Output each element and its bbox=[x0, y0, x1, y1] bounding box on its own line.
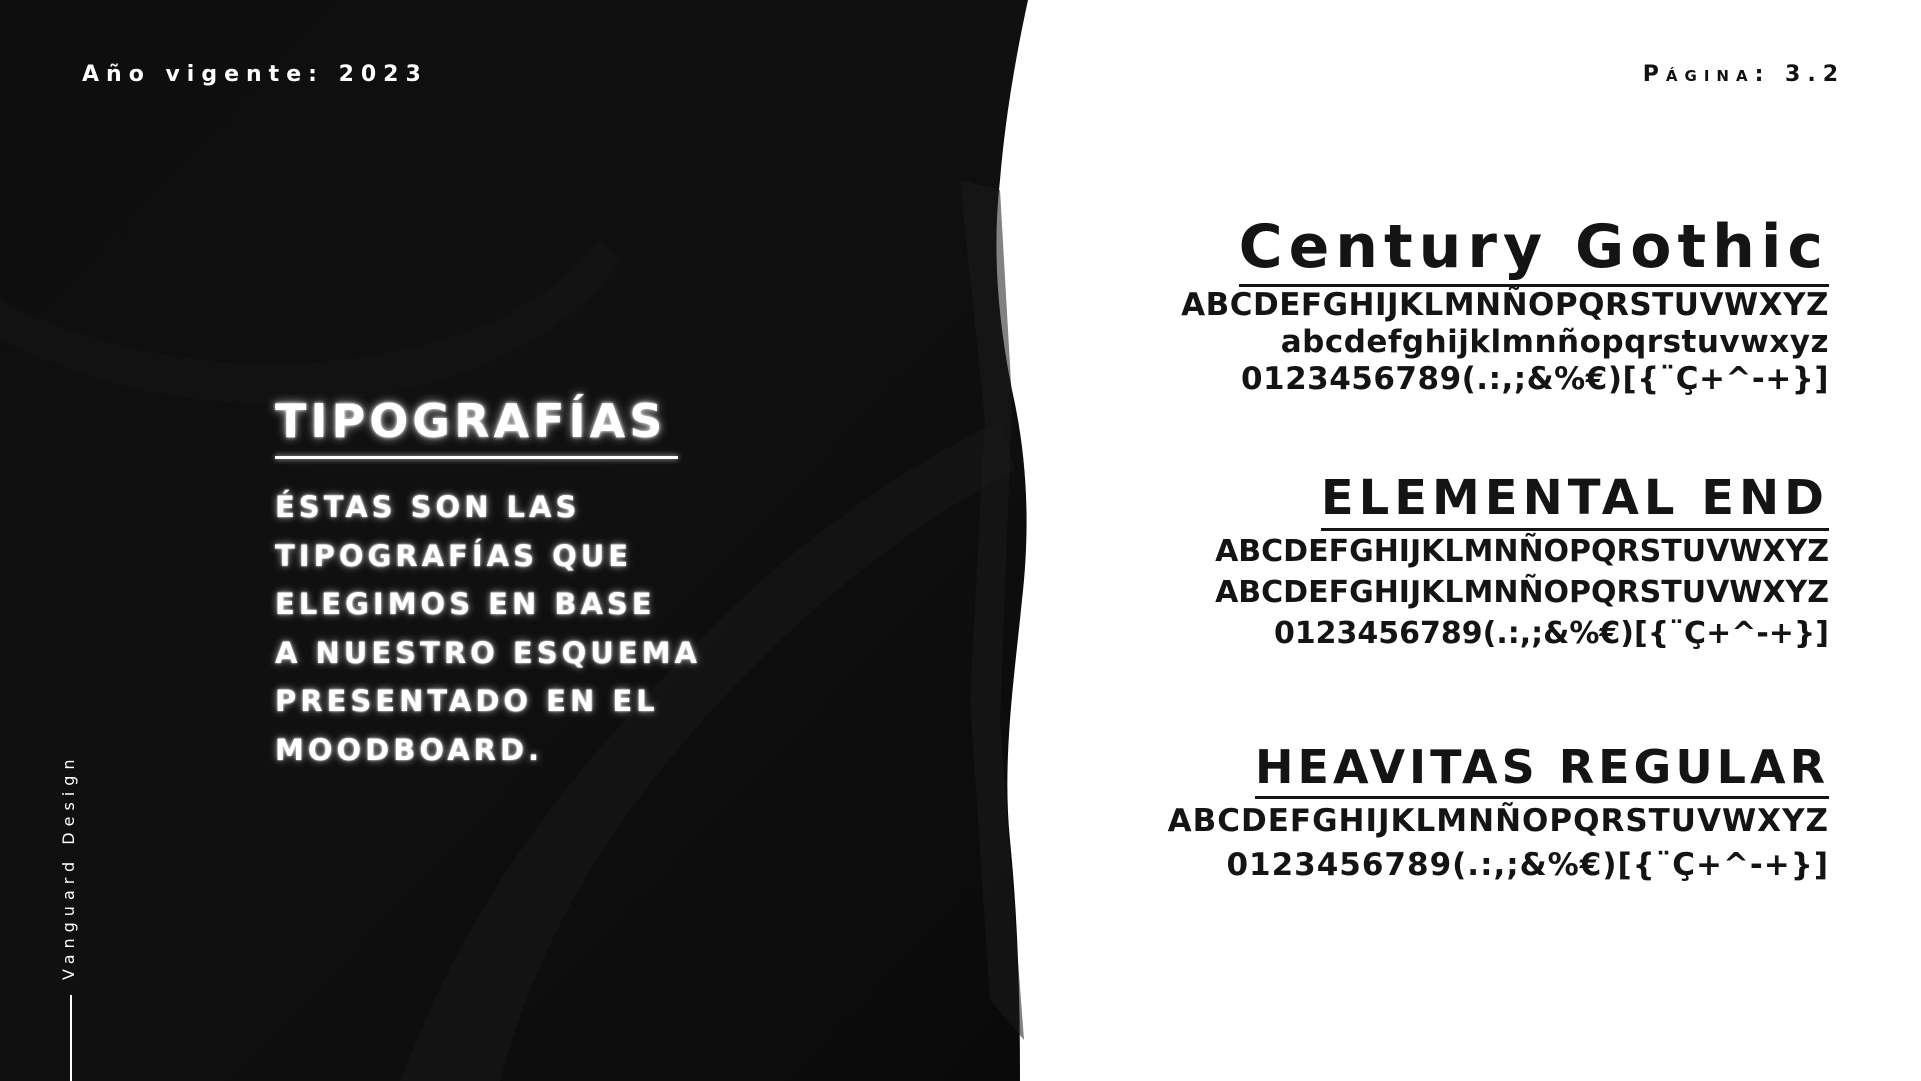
font-sample-uppercase: ABCDEFGHIJKLMNÑOPQRSTUVWXYZ bbox=[1215, 575, 1829, 610]
intro-line: MOODBOARD. bbox=[275, 732, 544, 767]
intro-line: TIPOGRAFÍAS QUE bbox=[275, 538, 633, 573]
font-sample-numbers: 0123456789(.:,;&%€)[{¨Ç+^-+}] bbox=[1226, 847, 1829, 883]
page-number-label: Página: 3.2 bbox=[1642, 62, 1845, 87]
intro-line: ÉSTAS SON LAS bbox=[275, 490, 581, 524]
font-name: Century Gothic bbox=[1239, 212, 1829, 287]
font-sample-numbers: 0123456789(.:,;&%€)[{¨Ç+^-+}] bbox=[1273, 616, 1829, 651]
year-label: Año vigente: 2023 bbox=[82, 62, 428, 87]
font-name: ELEMENTAL END bbox=[1321, 470, 1829, 531]
font-sample-numbers: 0123456789(.:,;&%€)[{¨Ç+^-+}] bbox=[1240, 361, 1829, 397]
font-specimen-heavitas bbox=[1168, 740, 1829, 887]
font-specimen-elemental-end bbox=[1215, 470, 1829, 654]
brand-name-vertical: Vanguard Design bbox=[59, 753, 78, 980]
font-sample-uppercase-alt: ABCDEFGHIJKLMNÑOPQRSTUVWXYZ bbox=[1215, 534, 1829, 569]
intro-line: ELEGIMOS EN BASE bbox=[275, 587, 656, 621]
font-sample-lowercase: abcdefghijklmnñopqrstuvwxyz bbox=[1280, 324, 1829, 360]
brand-divider-line bbox=[70, 995, 72, 1081]
font-name: HEAVITAS REGULAR bbox=[1255, 740, 1829, 799]
font-specimen-century-gothic bbox=[1181, 212, 1829, 398]
title-underline bbox=[275, 456, 678, 459]
font-sample-uppercase: ABCDEFGHIJKLMNÑOPQRSTUVWXYZ bbox=[1181, 287, 1829, 323]
intro-paragraph bbox=[275, 483, 795, 774]
intro-line: PRESENTADO EN EL bbox=[275, 684, 659, 718]
font-sample-uppercase: ABCDEFGHIJKLMNÑOPQRSTUVWXYZ bbox=[1167, 803, 1829, 839]
intro-line: A NUESTRO ESQUEMA bbox=[275, 635, 701, 670]
section-title: TIPOGRAFÍAS bbox=[275, 394, 667, 448]
